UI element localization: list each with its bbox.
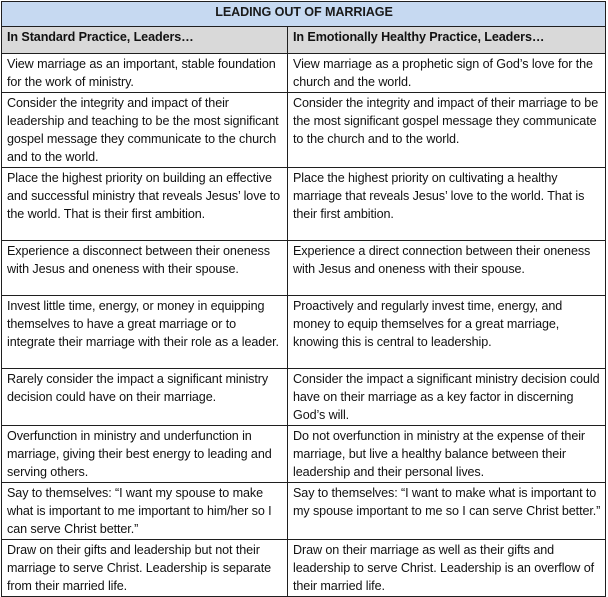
table-row xyxy=(2,93,606,168)
healthy-practice-cell: Consider the integrity and impact of their marriage to be the most significant gospel message they communicate to the church and to the world. xyxy=(288,93,606,168)
healthy-practice-cell: Consider the impact a significant ministry decision could have on their marriage as a key factor in discerning God’s will. xyxy=(288,369,606,426)
standard-practice-cell: Place the highest priority on building an effective and successful ministry that reveals Jesus’ love to the world. That is their first ambition. xyxy=(2,168,288,241)
table-row xyxy=(2,241,606,296)
standard-practice-cell: Draw on their gifts and leadership but not their marriage to serve Christ. Leadership is separate from their married life. xyxy=(2,540,288,597)
table-row xyxy=(2,54,606,93)
healthy-practice-cell: Do not overfunction in ministry at the expense of their marriage, but live a healthy balance between their leadership and their personal lives. xyxy=(288,426,606,483)
table-row xyxy=(2,483,606,540)
healthy-practice-cell: Place the highest priority on cultivating a healthy marriage that reveals Jesus’ love to the world. That is their first ambition. xyxy=(288,168,606,241)
healthy-practice-cell: Experience a direct connection between their oneness with Jesus and oneness with their spouse. xyxy=(288,241,606,296)
healthy-practice-cell: Proactively and regularly invest time, energy, and money to equip themselves for a great marriage, knowing this is central to leadership. xyxy=(288,296,606,369)
healthy-practice-cell: View marriage as a prophetic sign of God’s love for the church and the world. xyxy=(288,54,606,93)
standard-practice-cell: Say to themselves: “I want my spouse to make what is important to me important to him/her so I can serve Christ better.” xyxy=(2,483,288,540)
standard-practice-cell: Experience a disconnect between their oneness with Jesus and oneness with their spouse. xyxy=(2,241,288,296)
table-row xyxy=(2,168,606,241)
table-title: LEADING OUT OF MARRIAGE xyxy=(2,2,606,27)
healthy-practice-cell: Say to themselves: “I want to make what is important to my spouse important to me so I can serve Christ better.” xyxy=(288,483,606,540)
column-header-standard: In Standard Practice, Leaders… xyxy=(2,27,288,54)
table-row xyxy=(2,296,606,369)
standard-practice-cell: Overfunction in ministry and underfunction in marriage, giving their best energy to leading and serving others. xyxy=(2,426,288,483)
comparison-table xyxy=(1,1,606,597)
standard-practice-cell: Rarely consider the impact a significant ministry decision could have on their marriage. xyxy=(2,369,288,426)
table-row xyxy=(2,369,606,426)
standard-practice-cell: View marriage as an important, stable foundation for the work of ministry. xyxy=(2,54,288,93)
title-row xyxy=(2,2,606,27)
column-header-row xyxy=(2,27,606,54)
table-row xyxy=(2,540,606,597)
standard-practice-cell: Consider the integrity and impact of their leadership and teaching to be the most significant gospel message they communicate to the church and to the world. xyxy=(2,93,288,168)
comparison-table-container xyxy=(1,1,605,597)
column-header-healthy: In Emotionally Healthy Practice, Leaders… xyxy=(288,27,606,54)
table-row xyxy=(2,426,606,483)
standard-practice-cell: Invest little time, energy, or money in equipping themselves to have a great marriage or to integrate their marriage with their role as a leader. xyxy=(2,296,288,369)
healthy-practice-cell: Draw on their marriage as well as their gifts and leadership to serve Christ. Leadership is an overflow of their married life. xyxy=(288,540,606,597)
